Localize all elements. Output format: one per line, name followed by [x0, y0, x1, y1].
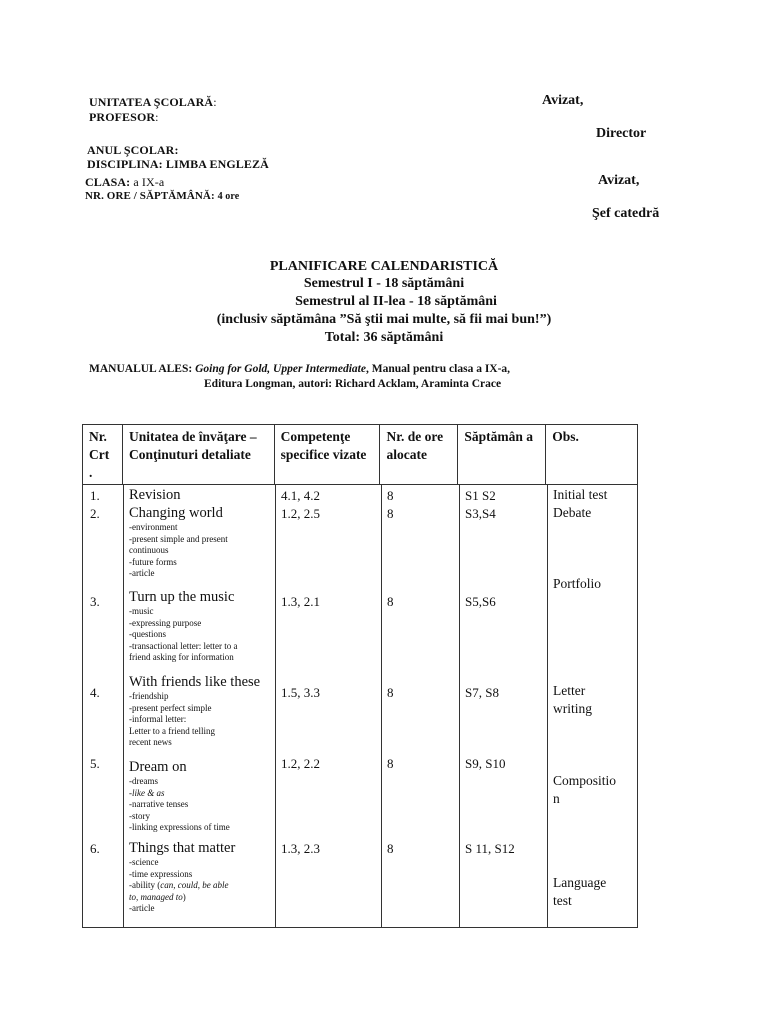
table-row — [83, 485, 638, 928]
row5-comp: 1.2, 2.2 — [281, 756, 320, 771]
teacher-label: PROFESOR: — [89, 110, 159, 124]
chosen-textbook: MANUALUL ALES: Going for Gold, Upper Intermediate, Manual pentru clasa a IX-a, — [89, 363, 511, 375]
row5-item: -story — [129, 810, 150, 821]
row5-item: -dreams — [129, 776, 158, 786]
director-label: Director — [596, 126, 647, 141]
row3-title: Turn up the music — [129, 589, 235, 605]
row5-week: S9, S10 — [465, 756, 506, 771]
row1-week: S1 S2 — [465, 488, 496, 503]
row4-item: Letter to a friend telling — [129, 725, 215, 736]
row2-obs-portfolio: Portfolio — [553, 576, 602, 591]
row2-item: -environment — [129, 522, 178, 532]
approved-label-2: Avizat, — [598, 173, 640, 188]
row2-obs: Debate — [553, 505, 592, 520]
row1-obs: Initial test — [553, 487, 608, 502]
row2-item: -present simple and present — [129, 533, 228, 544]
semester-2: Semestrul al II-lea - 18 săptămâni — [295, 294, 497, 309]
textbook-publisher: Editura Longman, autori: Richard Acklam, Araminta Crace — [204, 378, 502, 390]
row2-week: S3,S4 — [465, 506, 496, 521]
discipline-label: DISCIPLINA: LIMBA ENGLEZĂ — [87, 157, 269, 171]
row3-item: -expressing purpose — [129, 617, 202, 628]
class-label: CLASA: a IX-a — [85, 175, 165, 189]
row4-item: -informal letter: — [129, 714, 187, 724]
school-unit-label: UNITATEA ŞCOLARĂ: — [89, 95, 217, 109]
row1-title: Revision — [129, 487, 181, 503]
row5-item: -linking expressions of time — [129, 822, 230, 832]
semester-1: Semestrul I - 18 săptămâni — [303, 276, 465, 291]
row2-item: -article — [129, 568, 155, 578]
row4-item: -present perfect simple — [129, 702, 212, 713]
row6-item: -ability (can, could, be able — [129, 880, 229, 890]
hours-per-week-label: NR. ORE / SĂPTĂMÂNĂ: 4 ore — [85, 190, 240, 202]
row6-item: -time expressions — [129, 868, 193, 879]
header-obs: Obs. — [546, 425, 638, 485]
row2-nr: 2. — [90, 506, 100, 521]
row5-item: -like & as — [129, 787, 165, 798]
row4-item: recent news — [129, 737, 172, 747]
row4-title: With friends like these — [129, 674, 261, 690]
row2-comp: 1.2, 2.5 — [281, 506, 320, 521]
header-hours: Nr. de ore alocate — [380, 425, 458, 485]
row3-item: -music — [129, 606, 154, 616]
row5-nr: 5. — [90, 756, 100, 771]
row4-item: -friendship — [129, 691, 169, 701]
row6-nr: 6. — [90, 841, 100, 856]
row3-nr: 3. — [90, 594, 100, 609]
row6-item: to, managed to) — [129, 891, 186, 902]
row6-item: -science — [129, 857, 159, 867]
row4-obs: Letter — [553, 683, 586, 698]
row3-item: friend asking for information — [129, 652, 234, 662]
head-of-department-label: Şef catedră — [592, 206, 660, 221]
row2-title: Changing world — [129, 505, 223, 521]
row3-comp: 1.3, 2.1 — [281, 594, 320, 609]
row5-obs-2: n — [553, 791, 560, 806]
header-nr: Nr. Crt . — [83, 425, 123, 485]
row5-title: Dream on — [129, 759, 187, 775]
row5-hours: 8 — [387, 756, 394, 771]
row1-comp: 4.1, 4.2 — [281, 488, 320, 503]
row3-week: S5,S6 — [465, 594, 496, 609]
header-competences: Competenţe specifice vizate — [274, 425, 380, 485]
row2-hours: 8 — [387, 506, 394, 521]
row1-nr: 1. — [90, 488, 100, 503]
row3-hours: 8 — [387, 594, 394, 609]
row4-obs-2: writing — [553, 701, 592, 716]
row6-hours: 8 — [387, 841, 394, 856]
row1-hours: 8 — [387, 488, 394, 503]
row3-item: -transactional letter: letter to a — [129, 640, 238, 651]
row4-hours: 8 — [387, 685, 394, 700]
row4-comp: 1.5, 3.3 — [281, 685, 320, 700]
approved-label-1: Avizat, — [542, 93, 584, 108]
row6-comp: 1.3, 2.3 — [281, 841, 320, 856]
row6-week: S 11, S12 — [465, 841, 515, 856]
row4-nr: 4. — [90, 685, 100, 700]
calendar-plan-table — [82, 424, 638, 928]
row5-obs: Compositio — [553, 773, 617, 788]
total-weeks: Total: 36 săptămâni — [324, 330, 444, 345]
header-unit: Unitatea de învăţare – Conţinuturi detaliate — [122, 425, 274, 485]
document-title: PLANIFICARE CALENDARISTICĂ — [269, 259, 499, 274]
row6-title: Things that matter — [129, 840, 236, 856]
school-year-label: ANUL ŞCOLAR: — [87, 143, 179, 157]
row6-obs: Language — [553, 875, 607, 890]
school-week-note: (inclusiv săptămâna ”Să ştii mai multe, să fii mai bun!”) — [216, 312, 552, 327]
row6-obs-2: test — [553, 893, 572, 908]
row6-item: -article — [129, 903, 155, 913]
row4-week: S7, S8 — [465, 685, 499, 700]
row2-item: continuous — [129, 545, 169, 555]
row5-item: -narrative tenses — [129, 799, 189, 809]
row2-item: -future forms — [129, 556, 177, 567]
row3-item: -questions — [129, 629, 166, 639]
table-header-row — [83, 425, 638, 485]
header-week: Săptămân a — [458, 425, 546, 485]
